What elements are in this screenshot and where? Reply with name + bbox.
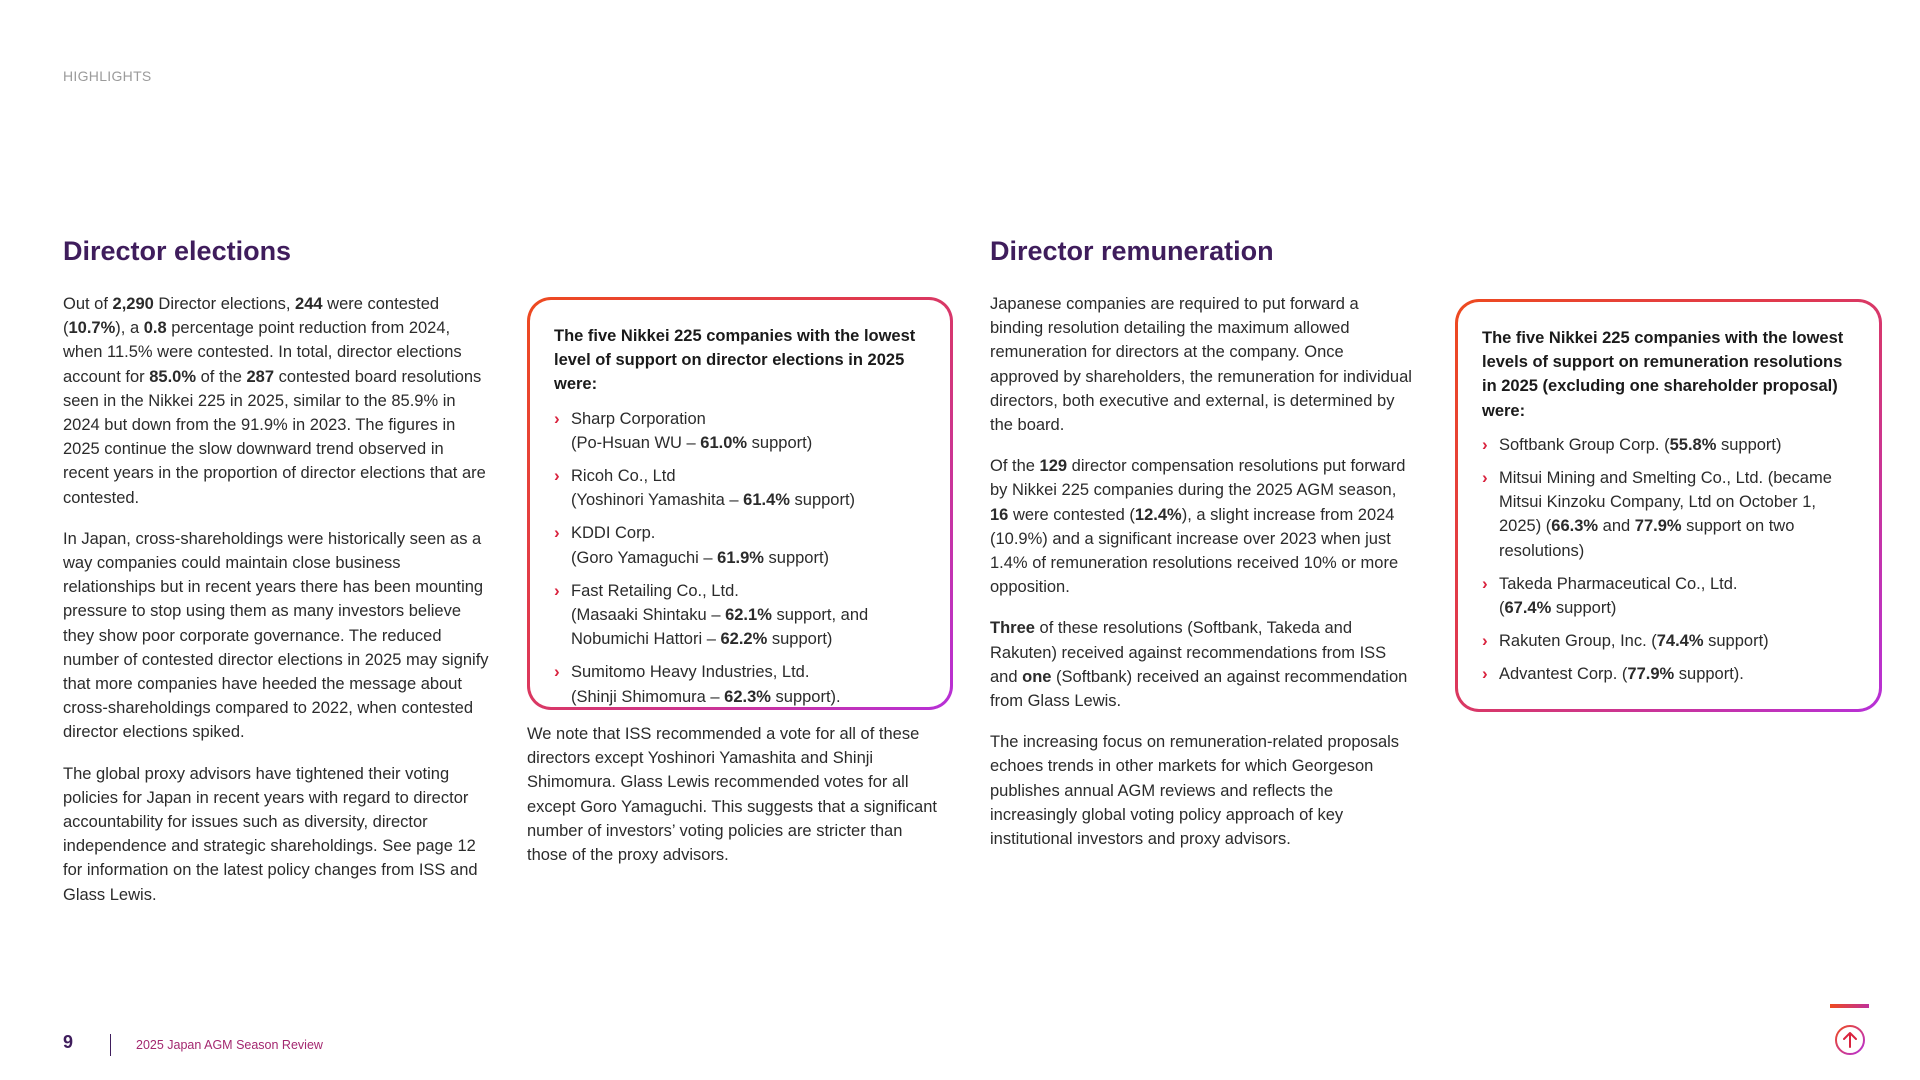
- list-item-text: [571, 582, 868, 648]
- footer-doc-title: 2025 Japan AGM Season Review: [136, 1038, 323, 1052]
- highlight-figure: 61.4%: [743, 491, 790, 510]
- remuneration-paragraph-1: [990, 292, 1415, 437]
- list-item: [1482, 662, 1855, 686]
- list-item: [554, 407, 926, 455]
- highlight-figure: 10.7%: [68, 319, 116, 338]
- list-item-text: [1499, 575, 1737, 617]
- text-run: In Japan, cross-shareholdings were historically seen as a way companies could maintain close business relationships but in recent years there has been mounting pressure to stop using them as many investors believe they show poor corporate governance. The reduced number of contested director elections in 2025 may signify that more companies have heeded the message about cross-shareholdings compared to 2022, when contested director elections spiked.: [63, 529, 489, 742]
- text-run: percentage point reduction from 2024, when 11.5% were contested. In total, director elections account for: [63, 319, 462, 386]
- text-run: support, and Nobumichi Hattori –: [571, 606, 869, 649]
- list-item-text: [1499, 469, 1832, 560]
- back-to-top-button[interactable]: [1834, 1024, 1866, 1056]
- text-run: support): [747, 433, 813, 452]
- list-item-text: [571, 663, 841, 705]
- highlight-figure: 61.0%: [700, 433, 748, 452]
- highlight-figure: 77.9%: [1627, 665, 1675, 684]
- text-run: (Shinji Shimomura –: [571, 687, 725, 706]
- list-item-text: [571, 410, 812, 452]
- elections-paragraph-2: [63, 527, 493, 745]
- list-item-text: [571, 524, 829, 566]
- remuneration-paragraph-2: [990, 454, 1415, 599]
- highlight-figure: 62.2%: [720, 630, 768, 649]
- highlight-figure: 244: [295, 295, 323, 313]
- remuneration-paragraph-3: [990, 616, 1415, 713]
- text-run: Advantest Corp. (: [1499, 665, 1628, 684]
- text-run: Japanese companies are required to put forward a binding resolution detailing the maximum allowed remuneration for directors at the company. Once approved by shareholders, the remuneration for individual directors, both executive and external, is determined by the board.: [990, 295, 1412, 435]
- highlight-figure: 74.4%: [1656, 632, 1704, 651]
- chevron-right-icon: ›: [554, 580, 560, 600]
- list-item: [1482, 629, 1855, 653]
- list-item-text: [571, 467, 855, 509]
- chevron-right-icon: ›: [554, 662, 560, 682]
- highlight-figure: 62.1%: [725, 606, 772, 625]
- text-run: ), a slight increase from 2024 (10.9%) and a significant increase over 2023 when just 1.4% of remuneration resolutions received 10% or more opposition.: [990, 505, 1399, 597]
- text-run: The increasing focus on remuneration-related proposals echoes trends in other markets for which Georgeson publishes annual AGM reviews and reflects the increasingly global voting policy approach of key institutional investors and proxy advisors.: [990, 733, 1400, 849]
- highlight-figure: 16: [990, 505, 1009, 524]
- text-run: of the: [196, 367, 247, 386]
- director-elections-heading: Director elections: [63, 236, 292, 266]
- elections-paragraph-3: [63, 762, 493, 907]
- text-run: (Po-Hsuan WU –: [571, 433, 701, 452]
- section-label: HIGHLIGHTS: [63, 68, 152, 84]
- list-item: [1482, 433, 1855, 457]
- text-run: The global proxy advisors have tightened their voting policies for Japan in recent years with regard to director accountability for issues such as diversity, director independence and strategic shareholdings. See page 12 for information on the latest policy changes from ISS and Glass Lewis.: [63, 764, 478, 904]
- text-run: Mitsui Mining and Smelting Co., Ltd. (became Mitsui Kinzoku Company, Ltd on October 1, 2025) (: [1499, 469, 1832, 536]
- list-item-text: [1499, 665, 1744, 683]
- text-run: Sharp Corporation: [571, 409, 706, 428]
- highlight-figure: 2,290: [112, 295, 154, 313]
- text-run: support): [1551, 599, 1617, 618]
- text-run: KDDI Corp.: [571, 524, 656, 543]
- text-run: were contested (: [1008, 505, 1135, 524]
- elections-box-list: [554, 407, 926, 709]
- highlight-figure: 61.9%: [717, 548, 764, 567]
- remuneration-box-list: [1482, 433, 1855, 687]
- chevron-right-icon: ›: [554, 408, 560, 428]
- director-remuneration-heading: Director remuneration: [990, 236, 1274, 266]
- text-run: Takeda Pharmaceutical Co., Ltd.: [1499, 574, 1738, 593]
- text-run: support): [789, 491, 856, 510]
- highlight-figure: 0.8: [143, 319, 167, 338]
- remuneration-paragraph-4: [990, 730, 1415, 851]
- text-run: support): [1703, 632, 1769, 651]
- list-item: [554, 521, 926, 569]
- list-item-text: [1499, 436, 1782, 454]
- highlight-figure: 129: [1039, 457, 1068, 476]
- text-run: ), a: [115, 319, 144, 338]
- director-remuneration-text: [990, 292, 1415, 868]
- elections-note: [527, 722, 947, 884]
- chevron-right-icon: ›: [1482, 434, 1488, 454]
- elections-box-title: The five Nikkei 225 companies with the lowest level of support on director elections in 2025 were:: [554, 327, 916, 394]
- elections-paragraph-1: [63, 292, 493, 510]
- list-item: [1482, 572, 1855, 620]
- director-elections-text: [63, 292, 493, 924]
- text-run: contested board resolutions seen in the Nikkei 225 in 2025, similar to the 85.9% in 2024 but down from the 91.9% in 2023. The figures in 2025 continue the slow downward trend observed in recent years in the proportion of director elections that are contested.: [63, 367, 486, 507]
- chevron-right-icon: ›: [1482, 573, 1488, 593]
- highlight-figure: 85.0%: [149, 367, 197, 386]
- highlight-figure: 62.3%: [724, 687, 771, 706]
- text-run: were contested (: [63, 295, 440, 338]
- text-run: support).: [1674, 665, 1744, 684]
- highlight-figure: 77.9%: [1634, 517, 1682, 536]
- list-item: [554, 660, 926, 708]
- text-run: support): [1716, 435, 1782, 454]
- text-run: (Masaaki Shintaku –: [571, 606, 726, 625]
- highlight-figure: one: [1022, 667, 1052, 686]
- list-item: [1482, 466, 1855, 563]
- highlight-figure: 55.8%: [1669, 435, 1717, 454]
- text-run: Softbank Group Corp. (: [1499, 435, 1670, 454]
- text-run: support): [763, 548, 830, 567]
- text-run: Ricoh Co., Ltd: [571, 467, 676, 486]
- chevron-right-icon: ›: [554, 523, 560, 543]
- text-run: Sumitomo Heavy Industries, Ltd.: [571, 663, 810, 682]
- list-item-text: [1499, 632, 1769, 650]
- text-run: (: [1499, 599, 1505, 618]
- chevron-right-icon: ›: [1482, 468, 1488, 488]
- text-run: Of the: [990, 457, 1040, 476]
- highlight-figure: Three: [990, 619, 1035, 638]
- footer-divider: [110, 1034, 111, 1056]
- remuneration-lowest-support-box: [1455, 299, 1882, 712]
- text-run: of these resolutions (Softbank, Takeda and Rakuten) received against recommendations from ISS and: [990, 619, 1387, 686]
- highlight-figure: 67.4%: [1504, 599, 1552, 618]
- text-run: (Yoshinori Yamashita –: [571, 491, 744, 510]
- text-run: Out of: [63, 295, 113, 313]
- text-run: director compensation resolutions put forward by Nikkei 225 companies during the 2025 AGM season,: [990, 457, 1406, 500]
- chevron-right-icon: ›: [1482, 664, 1488, 684]
- chevron-right-icon: ›: [554, 466, 560, 486]
- highlight-figure: 287: [246, 367, 274, 386]
- elections-note-text: We note that ISS recommended a vote for all of these directors except Yoshinori Yamashita and Shinji Shimomura. Glass Lewis recommended votes for all except Goro Yamaguchi. This suggests that a significant number of investors’ voting policies are stricter than those of the proxy advisors.: [527, 725, 937, 865]
- highlight-figure: 66.3%: [1551, 517, 1599, 536]
- text-run: Director elections,: [153, 295, 296, 313]
- text-run: (Softbank) received an against recommendation from Glass Lewis.: [990, 667, 1408, 711]
- chevron-right-icon: ›: [1482, 631, 1488, 651]
- text-run: support).: [770, 687, 841, 706]
- text-run: Rakuten Group, Inc. (: [1499, 632, 1657, 651]
- text-run: support on two resolutions): [1499, 517, 1795, 560]
- arrow-up-circle-icon: [1834, 1024, 1866, 1056]
- list-item: [554, 464, 926, 512]
- remuneration-box-title: The five Nikkei 225 companies with the lowest levels of support on remuneration resolutions in 2025 (excluding one shareholder proposal) were:: [1482, 329, 1844, 420]
- text-run: and: [1598, 517, 1635, 536]
- accent-bar: [1830, 1004, 1869, 1008]
- page-number: 9: [63, 1032, 74, 1052]
- elections-lowest-support-box: [527, 297, 953, 710]
- text-run: (Goro Yamaguchi –: [571, 548, 718, 567]
- list-item: [554, 579, 926, 652]
- text-run: support): [767, 630, 833, 649]
- highlight-figure: 12.4%: [1134, 505, 1182, 524]
- text-run: Fast Retailing Co., Ltd.: [571, 581, 739, 600]
